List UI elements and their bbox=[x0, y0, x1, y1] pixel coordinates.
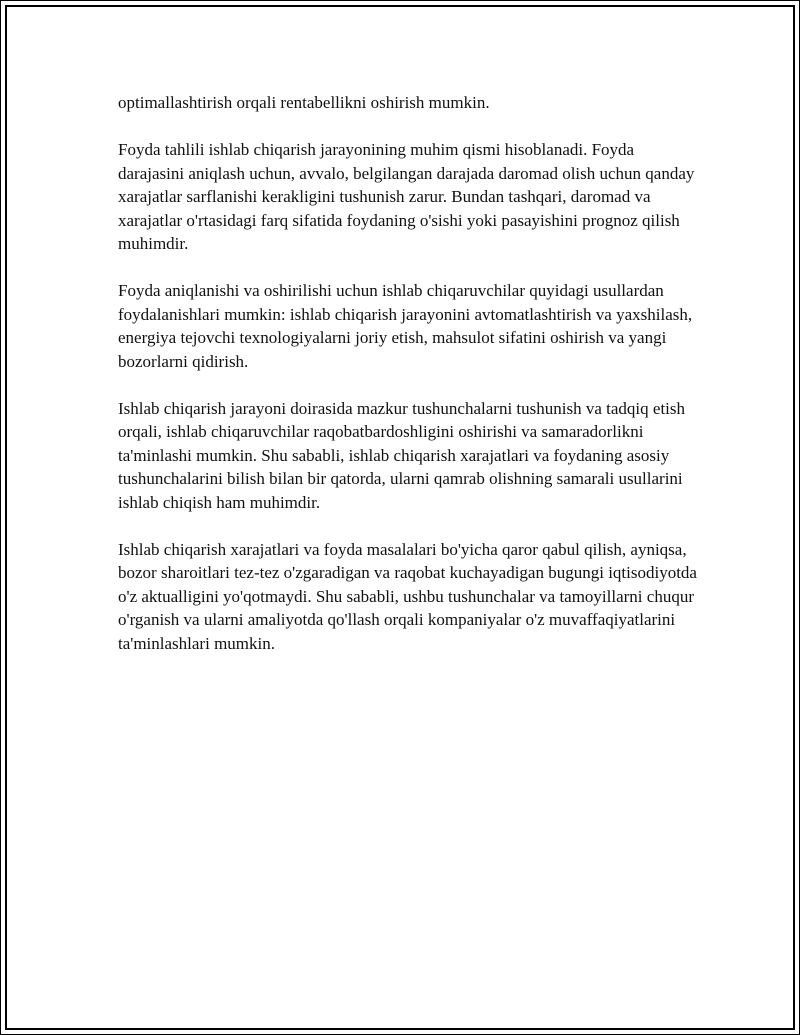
paragraph-profit-analysis: Foyda tahlili ishlab chiqarish jarayonining muhim qismi hisoblanadi. Foyda darajasini aniqlash uchun, avvalo, belgilangan darajada daromad olish uchun qanday xarajatlar sarflanishi kerakligini tushunish zarur. Bundan tashqari, daromad va xarajatlar o'rtasidagi farq sifatida foydaning o'sishi yoki pasayishini prognoz qilish muhimdir. bbox=[118, 140, 695, 253]
document-body bbox=[118, 91, 698, 679]
paragraph-continuation: optimallashtirish orqali rentabellikni oshirish mumkin. bbox=[118, 93, 490, 112]
paragraph-competitiveness: Ishlab chiqarish jarayoni doirasida mazkur tushunchalarni tushunish va tadqiq etish orqali, ishlab chiqaruvchilar raqobatbardoshligini oshirishi va samaradorlikni ta'minlashi mumkin. Shu sababli, ishlab chiqarish xarajatlari va foydaning asosiy tushunchalarini bilish bilan bir qatorda, ularni qamrab olishning samarali usullarini ishlab chiqish ham muhimdir. bbox=[118, 398, 686, 512]
paragraph-conclusion: Ishlab chiqarish xarajatlari va foyda masalalari bo'yicha qaror qabul qilish, ayniqsa, bozor sharoitlari tez-tez o'zgaradigan va raqobat kuchayadigan bugungi iqtisodiyotda o'z aktualligini yo'qotmaydi. Shu sababli, ushbu tushunchalar va tamoyillarni chuqur o'rganish va ularni amaliyotda qo'llash orqali kompaniyalar o'z muvaffaqiyatlarini ta'minlashlari mumkin. bbox=[118, 539, 697, 653]
paragraph-profit-methods: Foyda aniqlanishi va oshirilishi uchun ishlab chiqaruvchilar quyidagi usullardan foydalanishlari mumkin: ishlab chiqarish jarayonini avtomatlashtirish va yaxshilash, energiya tejovchi texnologiyalarni joriy etish, mahsulot sifatini oshirish va yangi bozorlarni qidirish. bbox=[118, 281, 693, 371]
